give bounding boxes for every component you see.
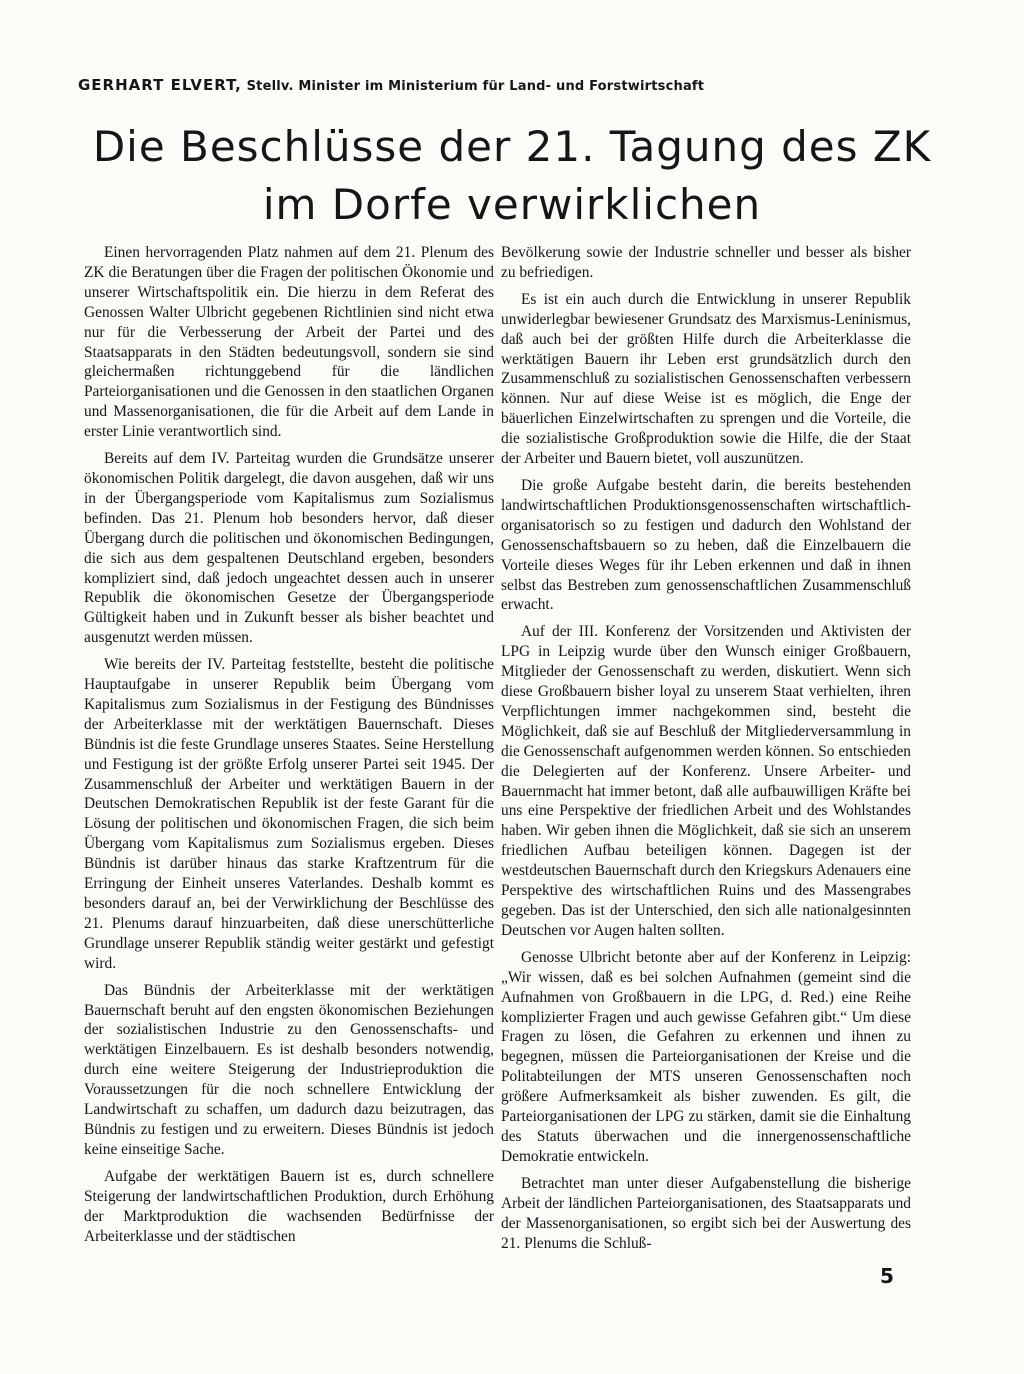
paragraph: Bereits auf dem IV. Parteitag wurden die Grundsätze unserer ökonomischen Politik dargelegt, die davon ausgehen, daß wir uns in der Übergangsperiode vom Kapitalismus zum Sozialismus befinden. Das 21. Plenum hob besonders hervor, daß dieser Übergang durch die politischen und ökonomischen Bedingungen, die sich aus dem gespaltenen Deutschland ergeben, besonders kompliziert sind, daß jedoch ungeachtet dessen auch in unserer Republik die ökonomischen Gesetze der Übergangsperiode Gültigkeit haben und in Zukunft besser als bisher beachtet und ausgenutzt werden müssen. bbox=[84, 450, 494, 647]
right-column bbox=[501, 243, 911, 1260]
paragraph: Die große Aufgabe besteht darin, die bereits bestehenden landwirtschaftlichen Produktionsgenossenschaften wirtschaftlich-organisatorisch so zu festigen und dadurch den Wohlstand der Genossenschaftsbauern so zu heben, daß die Einzelbauern die Vorteile dieses Weges für ihr Leben erkennen und daß in ihnen selbst das Bestreben zum genossenschaftlichen Zusammenschluß erwacht. bbox=[501, 476, 911, 614]
author-position: Stellv. Minister im Ministerium für Land- und Forstwirtschaft bbox=[246, 79, 705, 94]
paragraph: Auf der III. Konferenz der Vorsitzenden und Aktivisten der LPG in Leipzig wurde über den Wunsch einiger Großbauern, Mitglieder der Genossenschaft zu werden, diskutiert. Wenn sich diese Großbauern bisher loyal zu unserem Staat verhielten, ihren Verpflichtungen immer nachgekommen sind, besteht die Möglichkeit, daß sie auf Beschluß der Mitgliederversammlung in die Genossenschaft aufgenommen werden können. So entschieden die Delegierten auf der Konferenz. Unsere Arbeiter- und Bauernmacht hat immer betont, daß alle aufbauwilligen Kräfte bei uns eine Perspektive der friedlichen Arbeit und des Wohlstandes haben. Wir geben ihnen die Möglichkeit, daß sie sich an unserem friedlichen Aufbau beteiligen können. Dagegen ist der westdeutschen Bauernschaft durch den Kriegskurs Adenauers eine Perspektive des wirtschaftlichen Ruins und des Massengrabes gegeben. Das ist der Unterschied, den sich alle nationalgesinnten Deutschen vor Augen halten sollten. bbox=[501, 623, 911, 939]
paragraph: Aufgabe der werktätigen Bauern ist es, durch schnellere Steigerung der landwirtschaftlichen Produktion, durch Erhöhung der Marktproduktion die wachsenden Bedürfnisse der Arbeiterklasse und der städtischen bbox=[84, 1167, 494, 1245]
paragraph-continuation: Bevölkerung sowie der Industrie schneller und besser als bisher zu befriedigen. bbox=[501, 244, 911, 281]
byline bbox=[78, 76, 958, 94]
author-name: GERHART ELVERT, bbox=[78, 76, 242, 94]
article-title-line-2: im Dorfe verwirklichen bbox=[262, 180, 762, 229]
paragraph: Das Bündnis der Arbeiterklasse mit der werktätigen Bauernschaft beruht auf den engsten ökonomischen Beziehungen der sozialistischen Industrie zu den Genossenschafts- und werktätigen Einzelbauern. Es ist deshalb besonders notwendig, durch eine weitere Steigerung der Industrieproduktion die Voraussetzungen für die noch schnellere Entwicklung der Landwirtschaft zu schaffen, um dadurch dazu beizutragen, das Bündnis zu festigen und zu erweitern. Dieses Bündnis ist jedoch keine einseitige Sache. bbox=[84, 981, 494, 1158]
paragraph: Es ist ein auch durch die Entwicklung in unserer Republik unwiderlegbar bewiesener Grundsatz des Marxismus-Leninismus, daß auch bei der größten Hilfe durch die Arbeiterklasse die werktätigen Bauern ihr Leben erst grundsätzlich durch den Zusammenschluß zu sozialistischen Genossenschaften verbessern können. Nur auf diese Weise ist es möglich, die Enge der bäuerlichen Einzelwirtschaften zu sprengen und die Vorteile, die die sozialistische Großproduktion sowie die Hilfe, die der Staat der Arbeiter und Bauern bietet, voll auszunützen. bbox=[501, 290, 911, 468]
left-column bbox=[84, 243, 494, 1253]
page-number: 5 bbox=[880, 1264, 894, 1288]
paragraph: Einen hervorragenden Platz nahmen auf dem 21. Plenum des ZK die Beratungen über die Fragen der politischen Ökonomie und unserer Wirtschaftspolitik ein. Die hierzu in dem Referat des Genossen Walter Ulbricht gegebenen Richtlinien sind nicht etwa nur für die Verbesserung der Arbeit der Partei und des Staatsapparats in den Städten bedeutungsvoll, sondern sie sind gleichermaßen richtunggebend für die ländlichen Parteiorganisationen und die Genossen in den staatlichen Organen und Massenorganisationen, die für die Arbeit auf dem Lande in erster Linie verantwortlich sind. bbox=[84, 244, 494, 441]
article-title-line-1: Die Beschlüsse der 21. Tagung des ZK bbox=[92, 122, 932, 171]
article-title bbox=[60, 118, 964, 234]
paragraph: Genosse Ulbricht betonte aber auf der Konferenz in Leipzig: „Wir wissen, daß es bei solchen Aufnahmen (gemeint sind die Aufnahmen von Großbauern in die LPG, d. Red.) eine Reihe komplizierter Fragen und auch gewisse Gefahren gibt.“ Um diese Fragen zu lösen, die Gefahren zu erkennen und ihnen zu begegnen, müssen die Parteiorganisationen der Kreise und die Politabteilungen der MTS unseren Genossenschaften noch größere Aufmerksamkeit als bisher zuwenden. Es gilt, die Parteiorganisationen der LPG zu stärken, damit sie die Einhaltung des Statuts überwachen und die innergenossenschaftliche Demokratie entwickeln. bbox=[501, 948, 911, 1165]
paragraph: Wie bereits der IV. Parteitag feststellte, besteht die politische Hauptaufgabe in unserer Republik beim Übergang vom Kapitalismus zum Sozialismus in der Festigung des Bündnisses der Arbeiterklasse mit der werktätigen Bauernschaft. Dieses Bündnis ist die feste Grundlage unseres Staates. Seine Herstellung und Festigung ist der größte Erfolg unserer Partei seit 1945. Der Zusammenschluß der Arbeiter und werktätigen Bauern in der Deutschen Demokratischen Republik ist der feste Garant für die Lösung der politischen und ökonomischen Fragen, die sich beim Übergang vom Kapitalismus zum Sozialismus ergeben. Dieses Bündnis ist darüber hinaus das starke Kraftzentrum für die Erringung der Einheit unseres Vaterlandes. Deshalb kommt es besonders darauf an, bei der Verwirklichung der Beschlüsse des 21. Plenums darauf hinzuarbeiten, daß diese unerschütterliche Grundlage unserer Republik ständig weiter gestärkt und gefestigt wird. bbox=[84, 656, 494, 972]
paragraph: Betrachtet man unter dieser Aufgabenstellung die bisherige Arbeit der ländlichen Parteiorganisationen, des Staatsapparats und der Massenorganisationen, so ergibt sich bei der Auswertung des 21. Plenums die Schluß- bbox=[501, 1174, 911, 1252]
